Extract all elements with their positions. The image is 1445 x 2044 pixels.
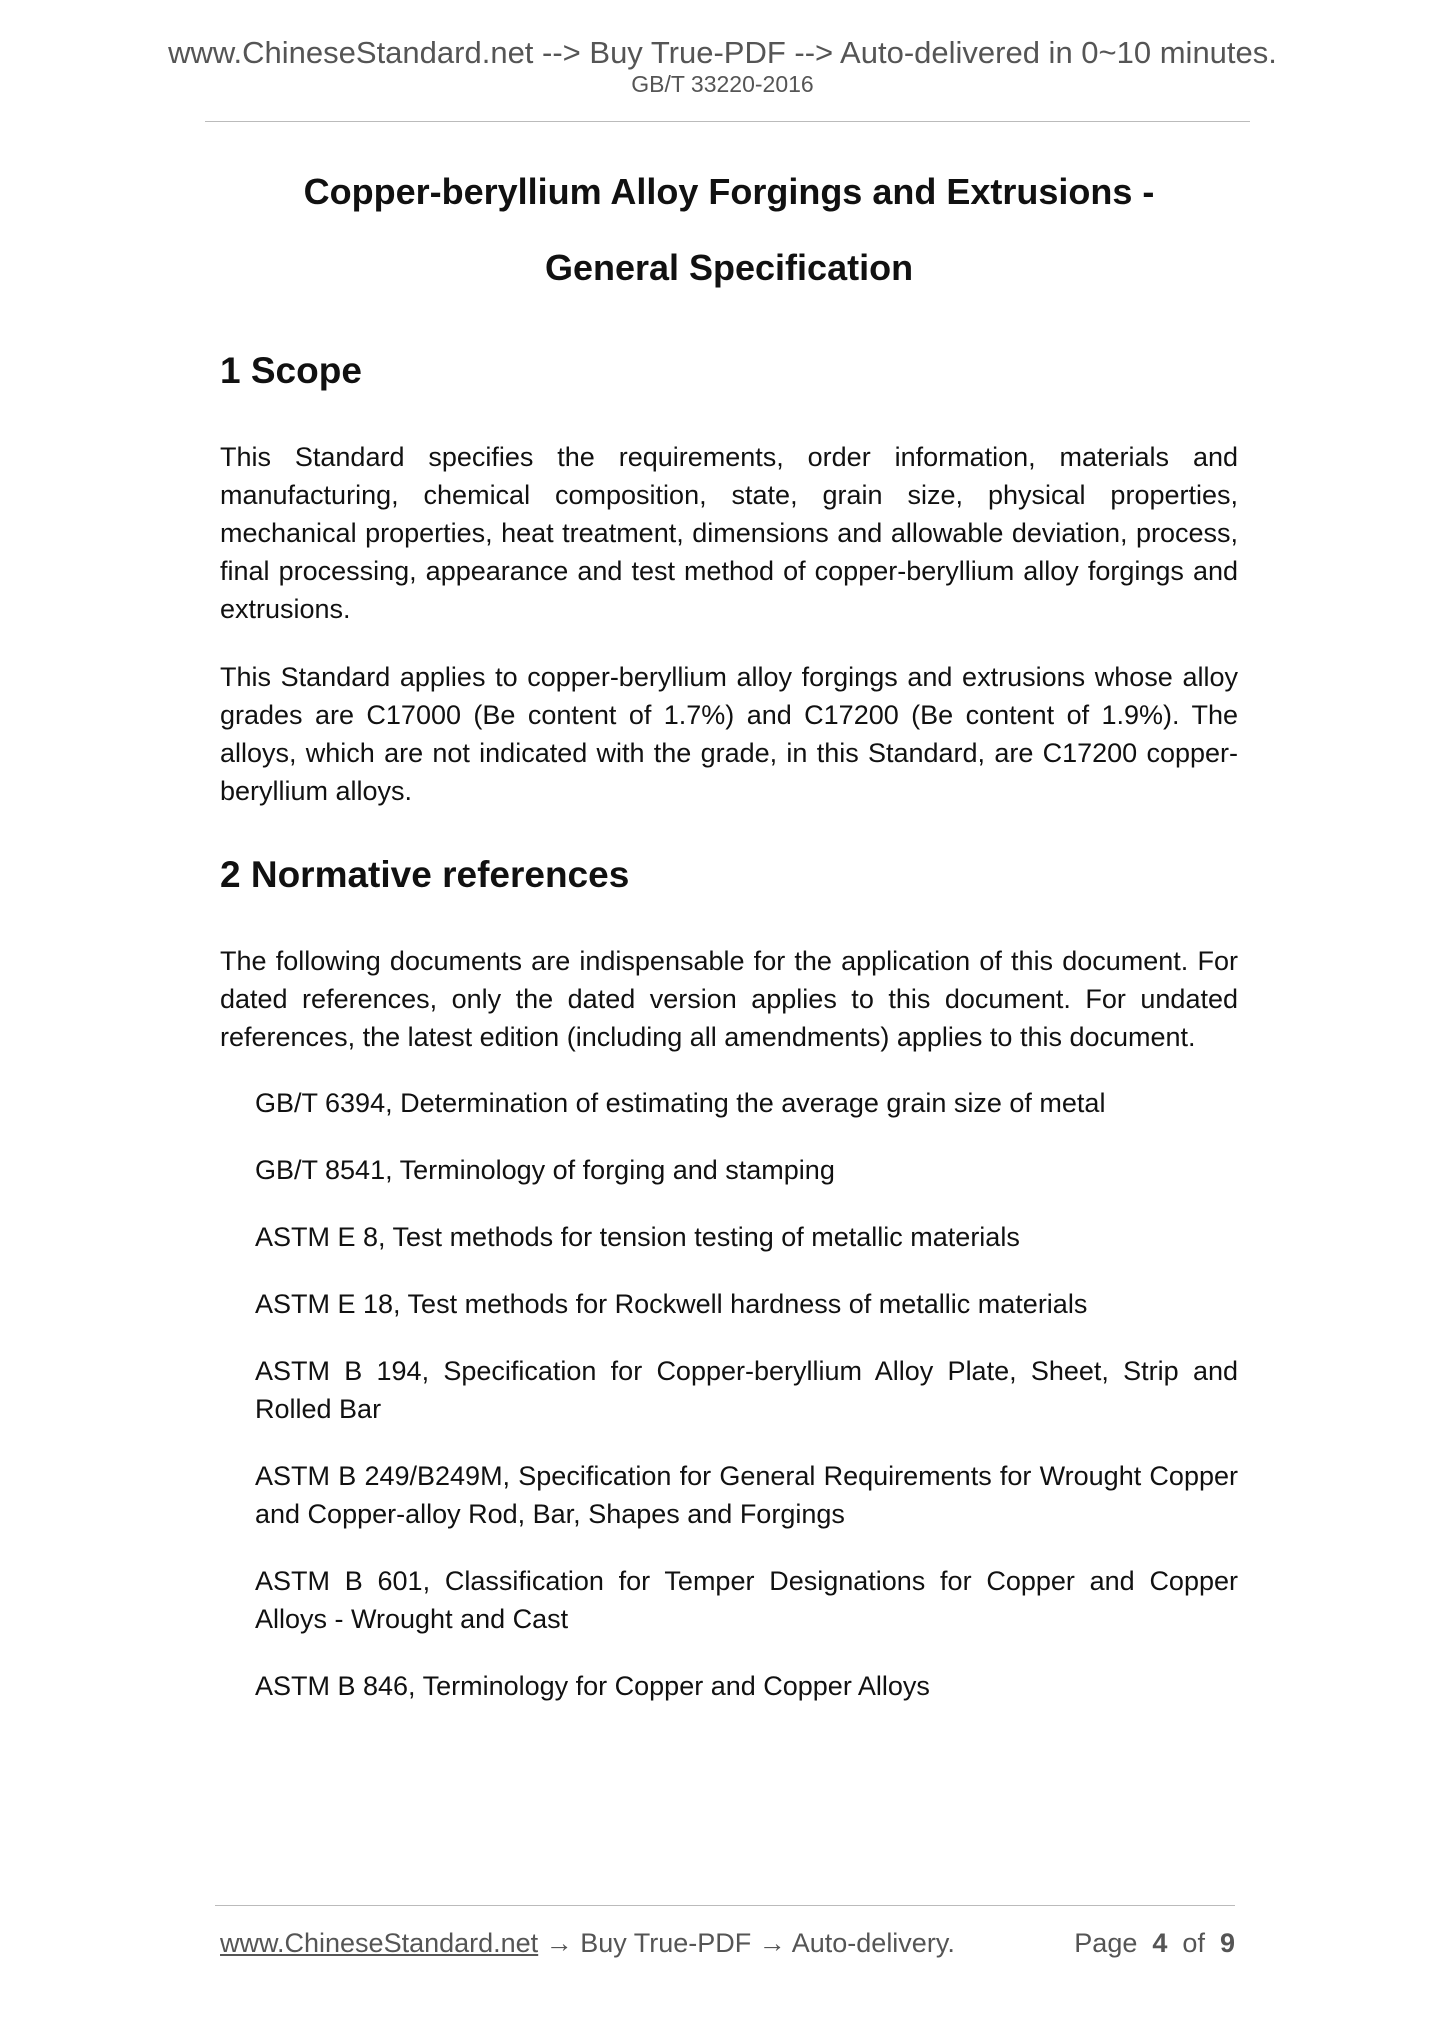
page-label: Page xyxy=(1074,1928,1138,1958)
reference-list xyxy=(255,1084,1238,1705)
reference-item: ASTM E 18, Test methods for Rockwell hardness of metallic materials xyxy=(255,1289,1088,1319)
scope-paragraph: This Standard applies to copper-beryllium alloy forgings and extrusions whose alloy grades are C17000 (Be content of 1.7%) and C17200 (Be content of 1.9%). The alloys, which are not indicated with the grade, in this Standard, are C17200 copper-beryllium alloys. xyxy=(220,662,1238,806)
header-divider xyxy=(205,121,1250,122)
page-current: 4 xyxy=(1152,1928,1168,1958)
section-heading-scope: 1 Scope xyxy=(220,350,362,391)
references-intro: The following documents are indispensable for the application of this document. For dated references, only the dated version applies to this document. For undated references, the latest edition (including all amendments) applies to this document. xyxy=(220,946,1238,1052)
footer-left xyxy=(220,1923,955,1963)
reference-item: ASTM B 846, Terminology for Copper and Copper Alloys xyxy=(255,1671,930,1701)
document-id: GB/T 33220-2016 xyxy=(631,71,814,97)
reference-item: GB/T 6394, Determination of estimating the average grain size of metal xyxy=(255,1088,1106,1118)
header-banner: www.ChineseStandard.net --> Buy True-PDF --> Auto-delivered in 0~10 minutes. xyxy=(168,35,1277,70)
page-total: 9 xyxy=(1219,1928,1235,1958)
section-heading-normative-references: 2 Normative references xyxy=(220,854,630,895)
scope-paragraph: This Standard specifies the requirements, order information, materials and manufacturing, chemical composition, state, grain size, physical properties, mechanical properties, heat treatment, dimensions and allowable deviation, process, final processing, appearance and test method of copper-beryllium alloy forgings and extrusions. xyxy=(220,442,1238,624)
page-content xyxy=(220,168,1238,1734)
reference-item: ASTM E 8, Test methods for tension testing of metallic materials xyxy=(255,1222,1020,1252)
reference-item: ASTM B 601, Classification for Temper Designations for Copper and Copper Alloys - Wrought and Cast xyxy=(255,1566,1238,1634)
page-indicator xyxy=(1074,1923,1235,1963)
footer-tail-text: → Buy True-PDF → Auto-delivery. xyxy=(538,1928,955,1958)
reference-item: ASTM B 194, Specification for Copper-beryllium Alloy Plate, Sheet, Strip and Rolled Bar xyxy=(255,1356,1238,1424)
reference-item: GB/T 8541, Terminology of forging and stamping xyxy=(255,1155,835,1185)
footer-divider xyxy=(215,1905,1235,1906)
footer-site-link[interactable]: www.ChineseStandard.net xyxy=(220,1928,539,1958)
page-of-label: of xyxy=(1182,1928,1205,1958)
reference-item: ASTM B 249/B249M, Specification for General Requirements for Wrought Copper and Copper-alloy Rod, Bar, Shapes and Forgings xyxy=(255,1461,1238,1529)
document-title-line2: General Specification xyxy=(544,247,914,288)
page-footer xyxy=(220,1923,1235,1963)
document-title-line1: Copper-beryllium Alloy Forgings and Extrusions - xyxy=(303,171,1155,212)
